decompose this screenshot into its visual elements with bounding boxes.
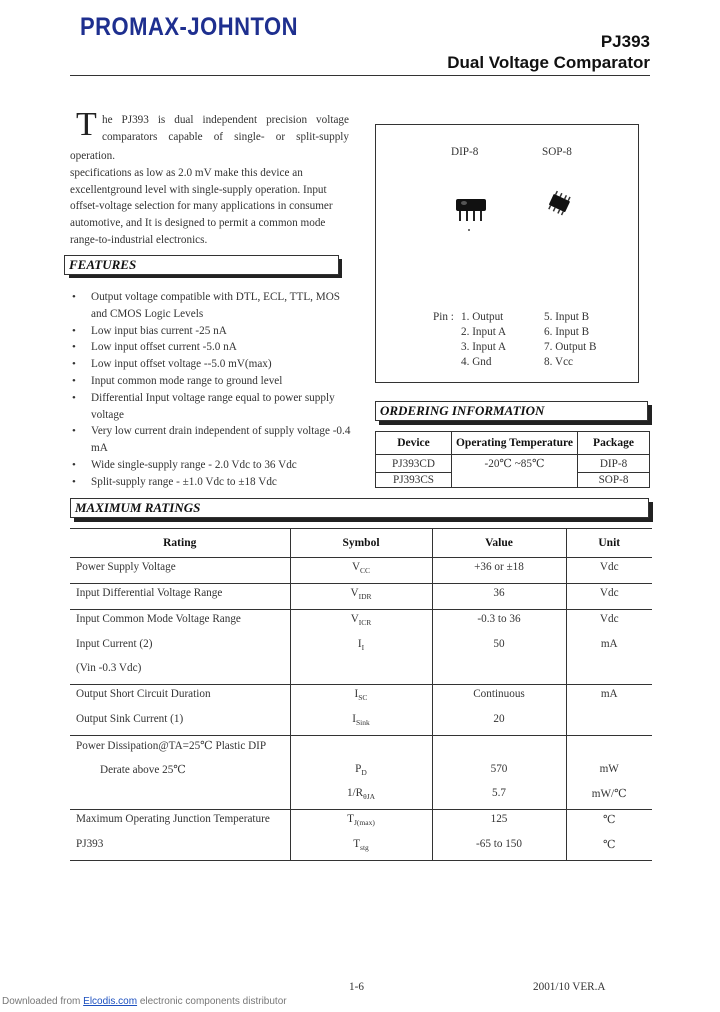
column-header: Rating [70,529,290,558]
value-cell: 5.7 [492,787,506,799]
column-header: Operating Temperature [452,432,578,455]
value-cell: +36 or ±18 [474,561,524,573]
symbol-subscript: J(max) [354,818,375,828]
list-item: • Input common mode range to ground level [70,373,355,390]
symbol-subscript: IDR [358,592,372,602]
rating-label: Power Dissipation@TA=25℃ Plastic DIP [76,740,267,752]
pin-item: 3. Input A [461,341,507,353]
table-row [70,760,652,784]
list-item: • Differential Input voltage range equal to power supply voltage [70,390,355,424]
symbol-subscript: SC [358,693,368,703]
intro-line: specifications as low as 2.0 mV make this device an [70,166,303,179]
intro-line: he PJ393 is dual independent precision voltage [102,114,349,126]
value-cell: 570 [490,763,508,775]
sop8-package-icon [542,189,576,219]
download-suffix: electronic components distributor [137,996,287,1007]
rating-label: Input Current (2) [76,638,153,650]
pin-item: 8. Vcc [544,356,573,368]
table-row [70,784,652,810]
symbol: I [352,713,356,725]
symbol-subscript: D [361,768,367,778]
symbol: T [353,838,361,850]
symbol: V [351,561,361,573]
value-cell: Continuous [473,688,525,700]
unit-cell: mW [599,763,619,775]
column-header: Symbol [290,529,432,558]
intro-line: operation. [70,150,116,162]
dip-label: DIP-8 [451,146,479,158]
package-cell: SOP-8 [578,473,650,488]
unit-cell: Vdc [599,587,619,599]
pin-list-right [544,310,597,370]
rating-label: Input Common Mode Voltage Range [76,613,241,625]
features-list [70,289,355,491]
intro-line: range-to-industrial electronics. [70,233,208,246]
value-cell: 125 [490,813,508,825]
symbol-subscript: ICR [358,618,372,628]
list-item: • Very low current drain independent of supply voltage -0.4 mA [70,423,355,457]
symbol: T [347,813,354,825]
table-row [376,455,650,473]
list-item: • Split-supply range - ±1.0 Vdc to ±18 Vdc [70,474,355,491]
rating-label: Output Short Circuit Duration [76,688,211,700]
unit-cell: Vdc [599,613,619,625]
table-row [70,736,652,761]
symbol-subscript: CC [360,566,371,576]
unit-cell: mA [600,638,618,650]
page-number: 1-6 [349,981,364,993]
ordering-table [375,431,650,488]
symbol-subscript: I [361,643,365,653]
rating-label: Maximum Operating Junction Temperature [76,813,270,825]
rating-label: Output Sink Current (1) [76,713,184,725]
table-row [70,710,652,736]
page-title: Dual Voltage Comparator [447,53,650,72]
intro-dropcap: T [76,106,97,143]
rating-label: Derate above 25℃ [100,764,186,776]
brand-logo: PROMAX-JOHNTON [80,12,299,41]
rating-label: Power Supply Voltage [76,561,176,573]
intro-line: comparators capable of single- or split-supply [102,131,349,143]
table-row [70,659,652,685]
table-row [70,635,652,659]
list-item: • Low input offset current -5.0 nA [70,339,355,356]
unit-cell: ℃ [602,839,616,851]
symbol: V [350,613,359,625]
download-note [2,996,287,1007]
pin-item: 4. Gnd [461,356,492,368]
unit-cell: mW/℃ [591,788,627,800]
unit-cell: Vdc [599,561,619,573]
symbol-subscript: stg [360,843,369,853]
intro-paragraph [70,148,349,249]
symbol: I [354,688,359,700]
package-cell: DIP-8 [578,455,650,473]
value-cell: 20 [493,713,505,725]
intro-line: offset-voltage selection for many applications in consumer [70,200,333,213]
list-item: • Low input offset voltage --5.0 mV(max) [70,356,355,373]
part-number: PJ393 [600,32,650,51]
symbol: V [350,587,359,599]
intro-line: excellentground level with single-supply operation. Input [70,183,327,196]
sop-label: SOP-8 [542,146,572,158]
symbol-subscript: θJA [363,792,376,802]
value-cell: -0.3 to 36 [477,613,521,625]
max-ratings-heading: MAXIMUM RATINGS [70,498,649,518]
table-row [70,835,652,861]
revision-date: 2001/10 VER.A [533,981,606,993]
rating-label: Input Differential Voltage Range [76,587,223,599]
device-cell: PJ393CS [376,473,452,488]
table-row [70,810,652,836]
intro-line: automotive, and It is designed to permit a common mode [70,217,326,230]
dip8-package-icon [452,193,492,233]
symbol-subscript: Sink [355,718,370,728]
pin-item: 2. Input A [461,326,507,338]
column-header: Device [376,432,452,455]
device-cell: PJ393CD [376,455,452,473]
rating-label: PJ393 [76,838,104,850]
column-header: Unit [566,529,652,558]
unit-cell: ℃ [602,814,616,826]
value-cell: -65 to 150 [476,838,522,850]
list-item: • Wide single-supply range - 2.0 Vdc to 36 Vdc [70,457,355,474]
symbol: 1/R [346,787,364,799]
pin-item: 5. Input B [544,311,590,323]
value-cell: 50 [493,638,505,650]
package-panel [375,124,639,383]
table-row [70,685,652,711]
list-item: • Low input bias current -25 nA [70,323,355,340]
temp-cell: -20℃ ~85℃ [452,455,578,488]
pin-list-left [461,310,506,370]
unit-cell: mA [600,688,618,700]
pin-item: 6. Input B [544,326,590,338]
elcodis-link[interactable]: Elcodis.com [83,996,138,1007]
column-header: Package [578,432,650,455]
symbol: I [357,638,362,650]
features-heading: FEATURES [64,255,339,275]
download-prefix: Downloaded from [2,996,84,1007]
value-cell: 36 [493,587,505,599]
pin-item: 7. Output B [544,341,597,353]
table-row [70,584,652,610]
list-item: • Output voltage compatible with DTL, ECL, TTL, MOS and CMOS Logic Levels [70,289,355,323]
pin-title: Pin : [433,311,454,323]
ordering-heading: ORDERING INFORMATION [375,401,648,421]
pin-item: 1. Output [461,311,504,323]
symbol: P [355,763,362,775]
table-row [70,558,652,584]
header-rule [70,75,650,76]
table-row [70,610,652,636]
rating-label: (Vin -0.3 Vdc) [76,662,142,674]
column-header: Value [432,529,566,558]
max-ratings-table [70,528,652,861]
